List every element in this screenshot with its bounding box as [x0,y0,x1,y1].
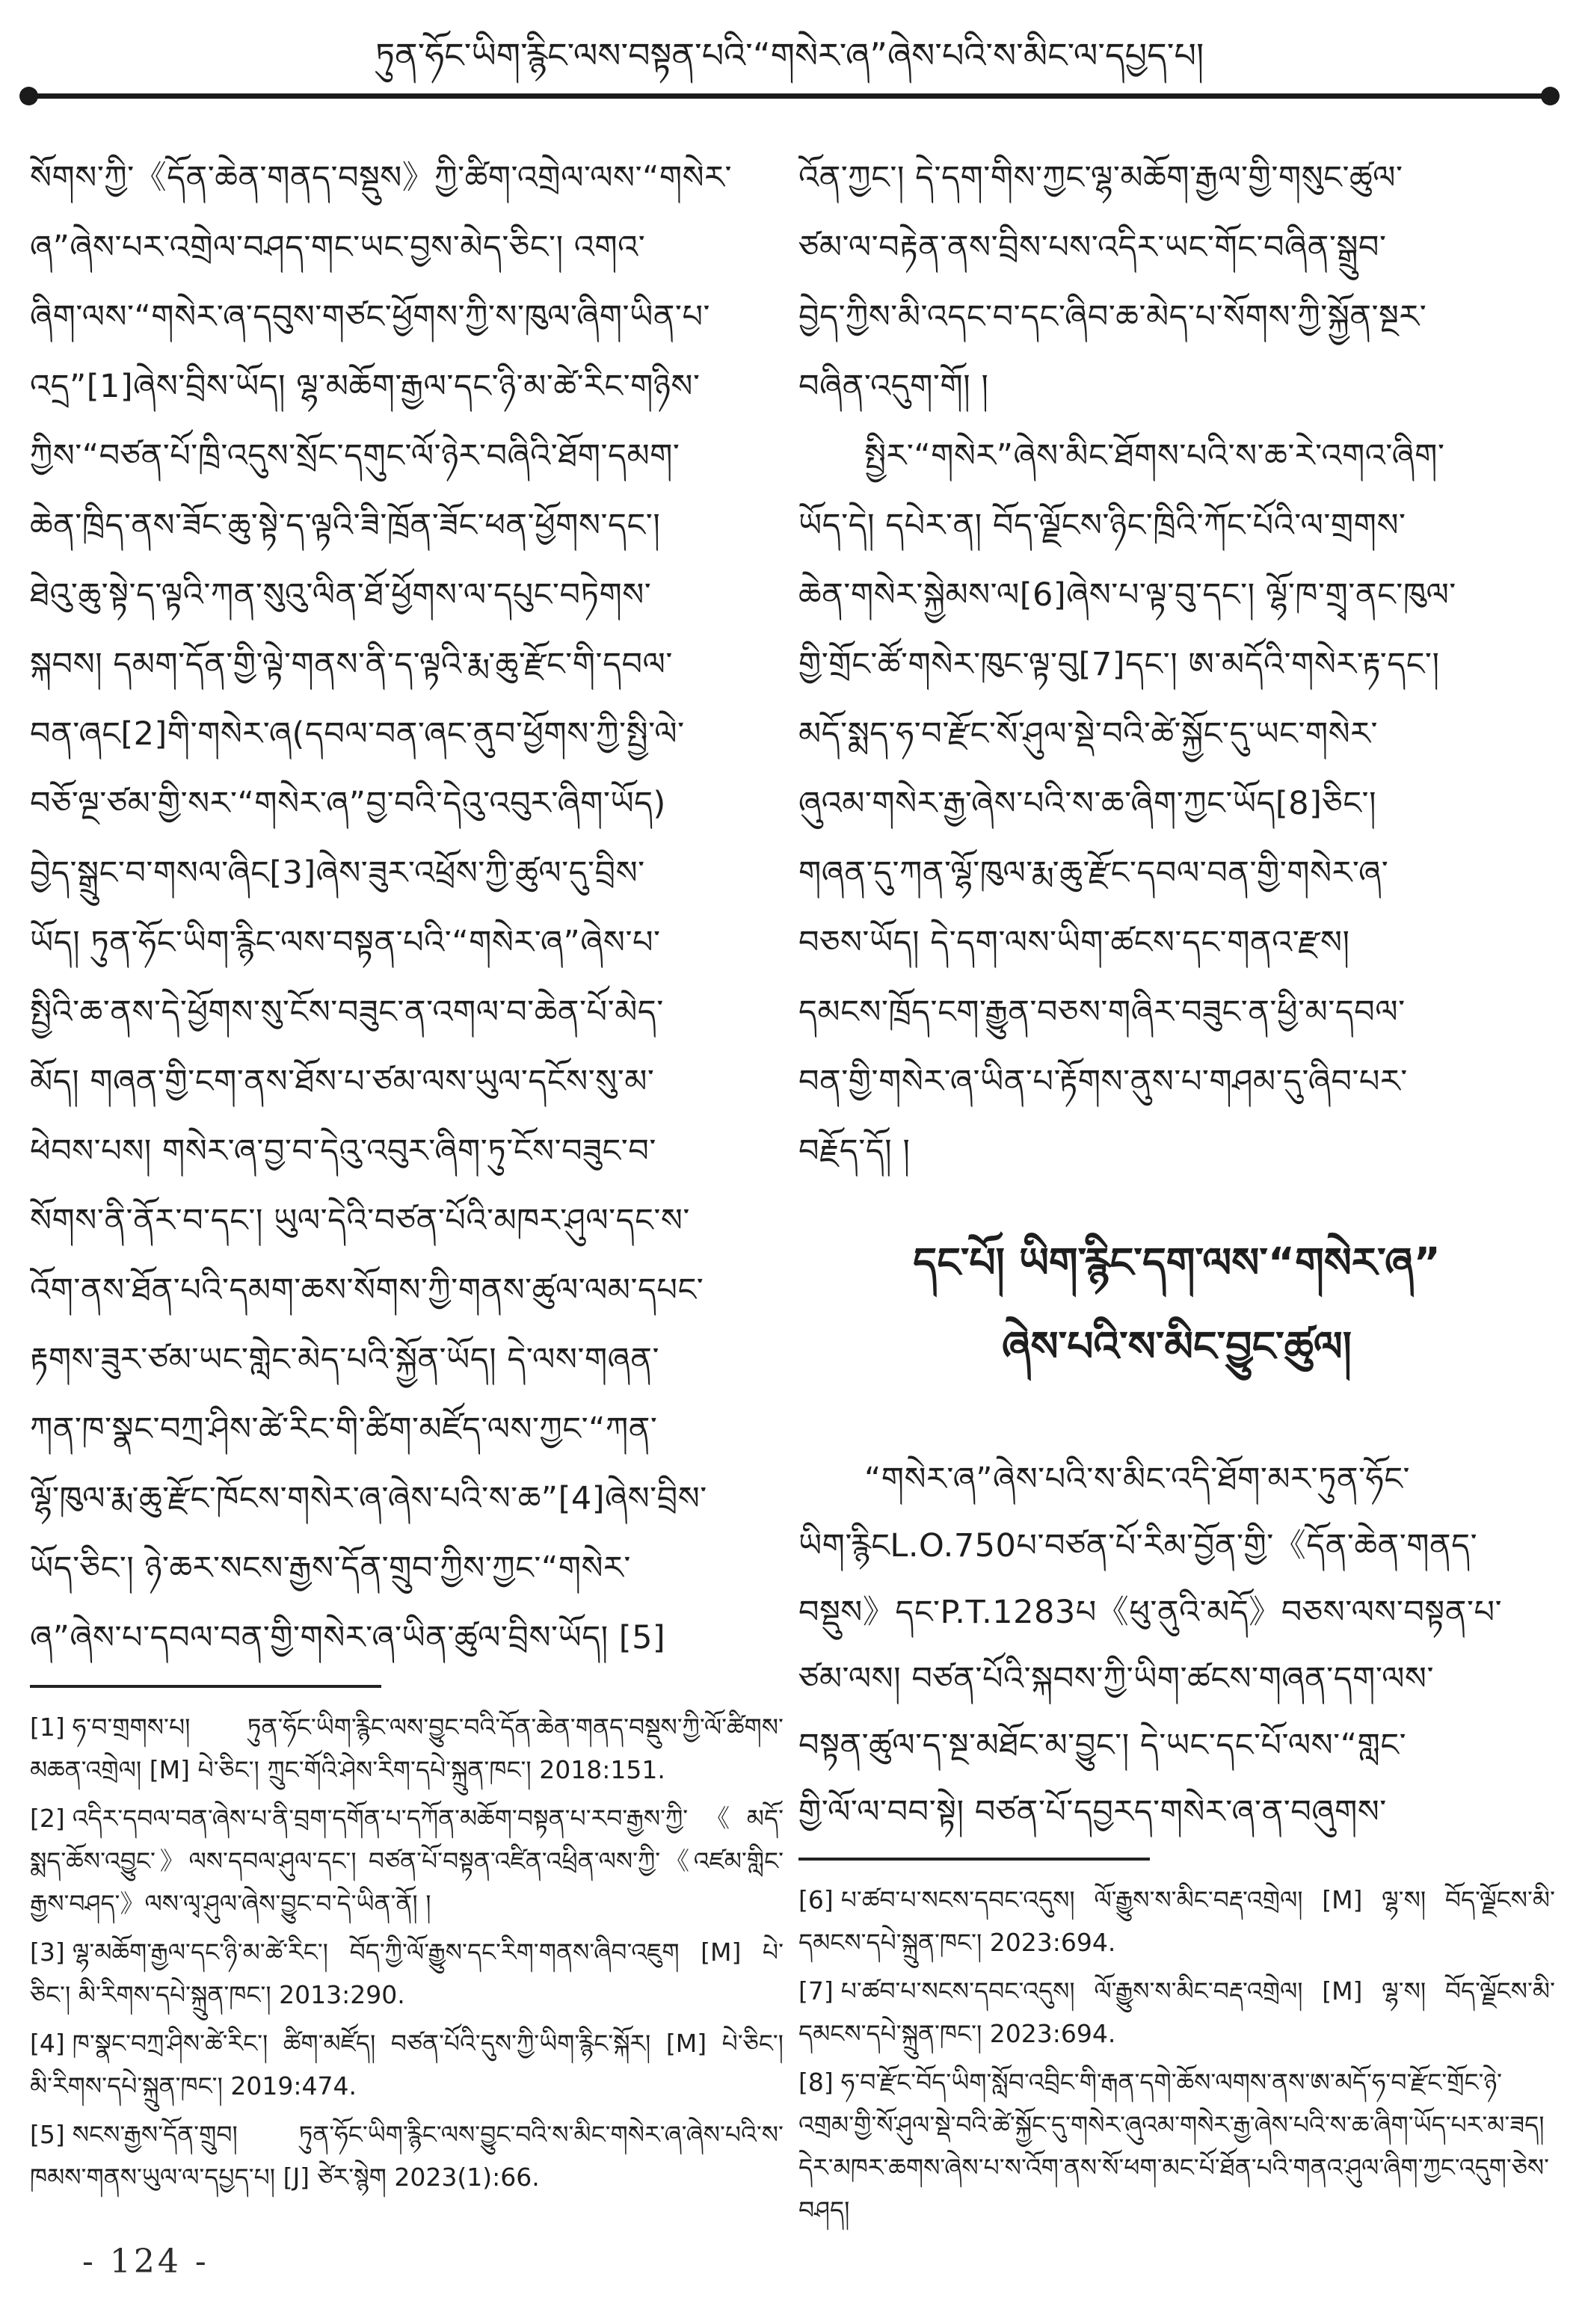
footnote-text: པ་ཚབ་པ་སངས་དབང་འདུས། ལོ་རྒྱུས་ས་མིང་བརྡ་འགྲེལ། [M] ལྷ་ས། བོད་ལྗོངས་མི་དམངས་དཔེ་སྐྲུན་ཁང་། 2023:694. [798,1885,1555,1957]
text-line: སྤྱིའི་ཆ་ནས་དེ་ཕྱོགས་སུ་ངོས་བཟུང་ན་འགལ་བ་ཆེན་པོ་མེད་ [30,993,664,1031]
text-line: སྤྱིར་“གསེར”ཞེས་མིང་ཐོགས་པའི་ས་ཆ་རེ་འགའ་ཞིག་ [864,437,1445,475]
text-line: མདོ་སྨད་ཧ་བ་རྫོང་སོ་ཤུལ་སྡེ་བའི་ཚེ་སྐྱོང་དུ་ཡང་གསེར་ [798,715,1378,753]
text-line: བཅས་ཡོད། དེ་དག་ལས་ཡིག་ཚངས་དང་གནའ་རྫས། [798,924,1350,961]
text-line: དམངས་ཁྲོད་ངག་རྒྱུན་བཅས་གཞིར་བཟུང་ན་ཕྱི་མ་དབལ་ [798,993,1406,1031]
text-line: “གསེར་ཞ”ཞེས་པའི་ས་མིང་འདི་ཐོག་མར་ཏུན་ཧོང་ [864,1461,1411,1498]
section-heading-line1: དང་པོ། ཡིག་རྙིང་དག་ལས་“གསེར་ཞ” [913,1239,1441,1286]
text-line: གྱི་ལོ་ལ་བབ་སྟེ། བཙན་པོ་དབྱརད་གསེར་ཞ་ན་བཞུགས་ [798,1793,1387,1831]
footnote [798,2061,1555,2231]
left-column [30,144,784,2204]
section-heading [798,1221,1555,1388]
footnote [30,1931,784,2016]
text-line: འོག་ནས་ཐོན་པའི་དམག་ཆས་སོགས་ཀྱི་གནས་ཚུལ་ལམ་དཔང་ [30,1272,704,1309]
text-line: བསྟན་ཚུལ་ད་སྔ་མཐོང་མ་བྱུང་། དེ་ཡང་དང་པོ་ལས་“གླང་ [798,1727,1407,1764]
footnote-text: སངས་རྒྱས་དོན་གྲུབ། ཏུན་ཧོང་ཡིག་རྙིང་ལས་བྱུང་བའི་ས་མིང་གསེར་ཞ་ཞེས་པའི་ས་ཁམས་གནས་ཡུལ་ལ་དཔྱད་པ། [J] ཙེར་སྙེག 2023(1):66. [30,2120,784,2192]
text-line: མོད། གཞན་གྱི་ངག་ནས་ཐོས་པ་ཙམ་ལས་ཡུལ་དངོས་སུ་མ་ [30,1063,655,1100]
text-line: བསྡུས》དང་P.T.1283པ《ཕུ་ནུའི་མདོ》བཅས་ལས་བསྟན་པ་ [798,1594,1503,1631]
text-line: བན་ཞང[2]གི་གསེར་ཞ(དབལ་བན་ཞང་ནུབ་ཕྱོགས་ཀྱི་སྤྱི་ལེ་ [30,715,685,753]
header-rule [22,93,1557,99]
text-line: ཡིག་རྙིངL.O.750པ་བཙན་པོ་རིམ་བྱོན་གྱི་《དོན་ཆེན་གནད་ [798,1527,1478,1565]
text-line: བརྗོད་དོ། ། [798,1132,911,1170]
footnote-number: [4] [30,2029,65,2058]
footnote-text: ཁ་སྣང་བཀྲ་ཤིས་ཚེ་རིང་། ཚིག་མཛོད། བཙན་པོའི་དུས་ཀྱི་ཡིག་རྙིང་སྐོར། [M] པེ་ཅིང་། མི་རིགས་དཔེ་སྐྲུན་ཁང་། 2019:474. [30,2029,784,2100]
text-line: ཙམ་ལ་བརྟེན་ནས་བྲིས་པས་འདིར་ཡང་གོང་བཞིན་སྒྲུབ་ [798,229,1387,266]
text-line: ཆེན་གསེར་སྐྱེམས་ལ[6]ཞེས་པ་ལྟ་བུ་དང་། ལྷོ་ཁ་གྲྭ་ནང་ཁུལ་ [798,576,1456,614]
footnote [30,2022,784,2107]
text-line: བྱེད་སྒྲུང་བ་གསལ་ཞིང[3]ཞེས་ཟུར་འཕྲོས་ཀྱི་ཚུལ་དུ་བྲིས་ [30,854,645,892]
text-line: ཡོད་དེ། དཔེར་ན། བོད་ལྗོངས་ཉིང་ཁྲིའི་ཀོང་པོའི་ལ་གྲགས་ [798,507,1406,544]
footnote-separator [798,1858,1150,1861]
text-line: ཐེའུ་ཆུ་སྟེ་ད་ལྟའི་ཀན་སུའུ་ལིན་ཐོ་ཕྱོགས་ལ་དཔུང་བཏེགས་ [30,576,652,614]
footnote-separator [30,1685,381,1688]
footnote-text: པ་ཚབ་པ་སངས་དབང་འདུས། ལོ་རྒྱུས་ས་མིང་བརྡ་འགྲེལ། [M] ལྷ་ས། བོད་ལྗོངས་མི་དམངས་དཔེ་སྐྲུན་ཁང་། 2023:694. [798,1976,1555,2048]
text-line: རྟགས་ཟུར་ཙམ་ཡང་གླེང་མེད་པའི་སྐྱོན་ཡོད། དེ་ལས་གཞན་ [30,1341,659,1378]
text-line: ཞིག་ལས་“གསེར་ཞ་དབུས་གཙང་ཕྱོགས་ཀྱི་ས་ཁུལ་ཞིག་ཡིན་པ་ [30,298,711,336]
left-footnotes [30,1706,784,2198]
footnote-number: [3] [30,1938,65,1967]
text-line: ཡོད། ཏུན་ཧོང་ཡིག་རྙིང་ལས་བསྟན་པའི་“གསེར་ཞ”ཞེས་པ་ [30,924,661,961]
footnote-text: ཧ་བ་གྲགས་པ། ཏུན་ཧོང་ཡིག་རྙིང་ལས་བྱུང་བའི་དོན་ཆེན་གནད་བསྡུས་ཀྱི་ལོ་ཚིགས་མཆན་འགྲེལ། [M] པེ་ཅིང་། ཀྲུང་གོའི་ཤེས་རིག་དཔེ་སྐྲུན་ཁང་། 2018:151. [30,1713,784,1784]
text-line: སོགས་ནི་ནོར་བ་དང་། ཡུལ་དེའི་བཙན་པོའི་མཁར་ཤུལ་དང་ས་ [30,1202,690,1239]
text-line: གཞན་དུ་ཀན་ལྷོ་ཁུལ་རྨ་ཆུ་རྫོང་དབལ་བན་གྱི་གསེར་ཞ་ [798,854,1389,892]
text-line: བཅོ་ལྔ་ཙམ་གྱི་སར་“གསེར་ཞ”བྱ་བའི་དེའུ་འབུར་ཞིག་ཡོད) [30,785,666,822]
text-line: གྱི་གྲོང་ཚོ་གསེར་ཁུང་ལྟ་བུ[7]དང་། ཨ་མདོའི་གསེར་རྟ་དང་། [798,646,1440,683]
footnote [798,1878,1555,1964]
footnote-number: [1] [30,1713,65,1742]
footnote-number: [2] [30,1804,65,1833]
section-heading-line2: ཞེས་པའི་ས་མིང་བྱུང་ཚུལ། [1002,1322,1352,1370]
text-line: ལྷོ་ཁུལ་རྨ་ཆུ་རྫོང་ཁོངས་གསེར་ཞ་ཞེས་པའི་ས་ཆ”[4]ཞེས་བྲིས་ [30,1480,707,1517]
footnote [30,1797,784,1925]
text-line: བཞིན་འདུག་གོ། ། [798,368,989,405]
text-line: ཞུའམ་གསེར་རྒྱ་ཞེས་པའི་ས་ཆ་ཞིག་ཀྱང་ཡོད[8]ཅིང་། [798,785,1377,822]
text-line: ཞ”ཞེས་པར་འགྲེལ་བཤད་གང་ཡང་བྱས་མེད་ཅིང་། འགའ་ [30,229,646,266]
footnote-number: [5] [30,2120,65,2149]
footnote-text: ལྷ་མཆོག་རྒྱལ་དང་ཉི་མ་ཚེ་རིང་། བོད་ཀྱི་ལོ་རྒྱུས་དང་རིག་གནས་ཞིབ་འཇུག [M] པེ་ཅིང་། མི་རིགས་དཔེ་སྐྲུན་ཁང་། 2013:290. [30,1938,784,2009]
right-footnotes [798,1878,1555,2231]
text-line: ཀྱིས་“བཙན་པོ་ཁྲི་འདུས་སྲོང་དགུང་ལོ་ཉེར་བཞིའི་ཐོག་དམག་ [30,437,680,475]
text-line: ཙམ་ལས། བཙན་པོའི་སྐབས་ཀྱི་ཡིག་ཚངས་གཞན་དག་ལས་ [798,1660,1434,1698]
text-line: ཞ”ཞེས་པ་དབལ་བན་གྱི་གསེར་ཞ་ཡིན་ཚུལ་བྲིས་ཡོད། [5] [30,1619,666,1656]
footnote-number: [8] [798,2068,834,2097]
right-column [798,144,1555,2237]
running-head-title: ཏུན་ཧོང་ཡིག་རྙིང་ལས་བསྟན་པའི་“གསེར་ཞ”ཞེས་པའི་ས་མིང་ལ་དཔྱད་པ། [375,35,1204,75]
text-line: བྱེད་ཀྱིས་མི་འདང་བ་དང་ཞིབ་ཆ་མེད་པ་སོགས་ཀྱི་སྐྱོན་སྔར་ [798,298,1427,336]
footnote [30,1706,784,1791]
rule-end-dot-right [1541,87,1560,105]
text-line: བན་གྱི་གསེར་ཞ་ཡིན་པ་རྟོགས་ནུས་པ་གཤམ་དུ་ཞིབ་པར་ [798,1063,1408,1100]
text-line: ཆེན་ཁྲིད་ནས་ཟོང་ཆུ་སྟེ་ད་ལྟའི་ཟི་ཁྲོན་ཟོང་ཕན་ཕྱོགས་དང་། [30,507,661,544]
page-number: - 124 - [82,2243,209,2281]
footnote-text: ཧ་བ་རྫོང་བོད་ཡིག་སློབ་འབྲིང་གི་རྒན་དགེ་ཆོས་ལགས་ནས་ཨ་མདོ་ཧ་བ་རྫོང་གྲོང་ཉེ་འགྲམ་གྱི་སོ་ཤུལ་སྡེ་བའི་ཚེ་སྐྱོང་དུ་གསེར་ཞུའམ་གསེར་རྒྱ་ཞེས་པའི་ས་ཆ་ཞིག་ཡོད་པར་མ་ཟད། དེར་མཁར་ཆགས་ཞེས་པ་ས་འོག་ནས་སོ་ཕག་མང་པོ་ཐོན་པའི་གནའ་ཤུལ་ཞིག་ཀྱང་འདུག་ཅེས་བཤད། [798,2068,1550,2225]
text-line: ཀན་ཁ་སྣང་བཀྲ་ཤིས་ཚེ་རིང་གི་ཚིག་མཛོད་ལས་ཀྱང་“ཀན་ [30,1411,658,1448]
footnote [798,1970,1555,2055]
footnote-number: [7] [798,1976,834,2006]
text-line: འོན་ཀྱང་། དེ་དག་གིས་ཀྱང་ལྷ་མཆོག་རྒྱལ་གྱི་གསུང་ཚུལ་ [798,159,1403,197]
footnote-text: འདིར་དབལ་བན་ཞེས་པ་ནི་བྲག་དགོན་པ་དཀོན་མཆོག་བསྟན་པ་རབ་རྒྱས་ཀྱི་《མདོ་སྨད་ཆོས་འབྱུང་》ལས་དབལ་ཤུལ་དང་། བཙན་པོ་བསྟན་འཛིན་འཕྲིན་ལས་ཀྱི་《འཛམ་གླིང་རྒྱས་བཤད་》ལས་ལྭ་ཤུལ་ཞེས་བྱུང་བ་དེ་ཡིན་ནོ། ། [30,1804,784,1918]
footnote [30,2113,784,2198]
section-body [798,1446,1555,1846]
text-line: འདྲ”[1]ཞེས་བྲིས་ཡོད། ལྷ་མཆོག་རྒྱལ་དང་ཉི་མ་ཚེ་རིང་གཉིས་ [30,368,701,405]
footnote-number: [6] [798,1885,834,1914]
rule-end-dot-left [19,87,38,105]
text-line: སྐབས། དམག་དོན་གྱི་ལྟེ་གནས་ནི་ད་ལྟའི་རྨ་ཆུ་རྫོང་གི་དབལ་ [30,646,673,683]
text-line: སོགས་ཀྱི་《དོན་ཆེན་གནད་བསྡུས》ཀྱི་ཚིག་འགྲེལ་ལས་“གསེར་ [30,159,732,197]
text-line: ཡོད་ཅིང་། ཉེ་ཆར་སངས་རྒྱས་དོན་གྲུབ་ཀྱིས་ཀྱང་“གསེར་ [30,1550,631,1587]
text-line: ཕེབས་པས། གསེར་ཞ་བྱ་བ་དེའུ་འབུར་ཞིག་ཏུ་ངོས་བཟུང་བ་ [30,1132,656,1170]
